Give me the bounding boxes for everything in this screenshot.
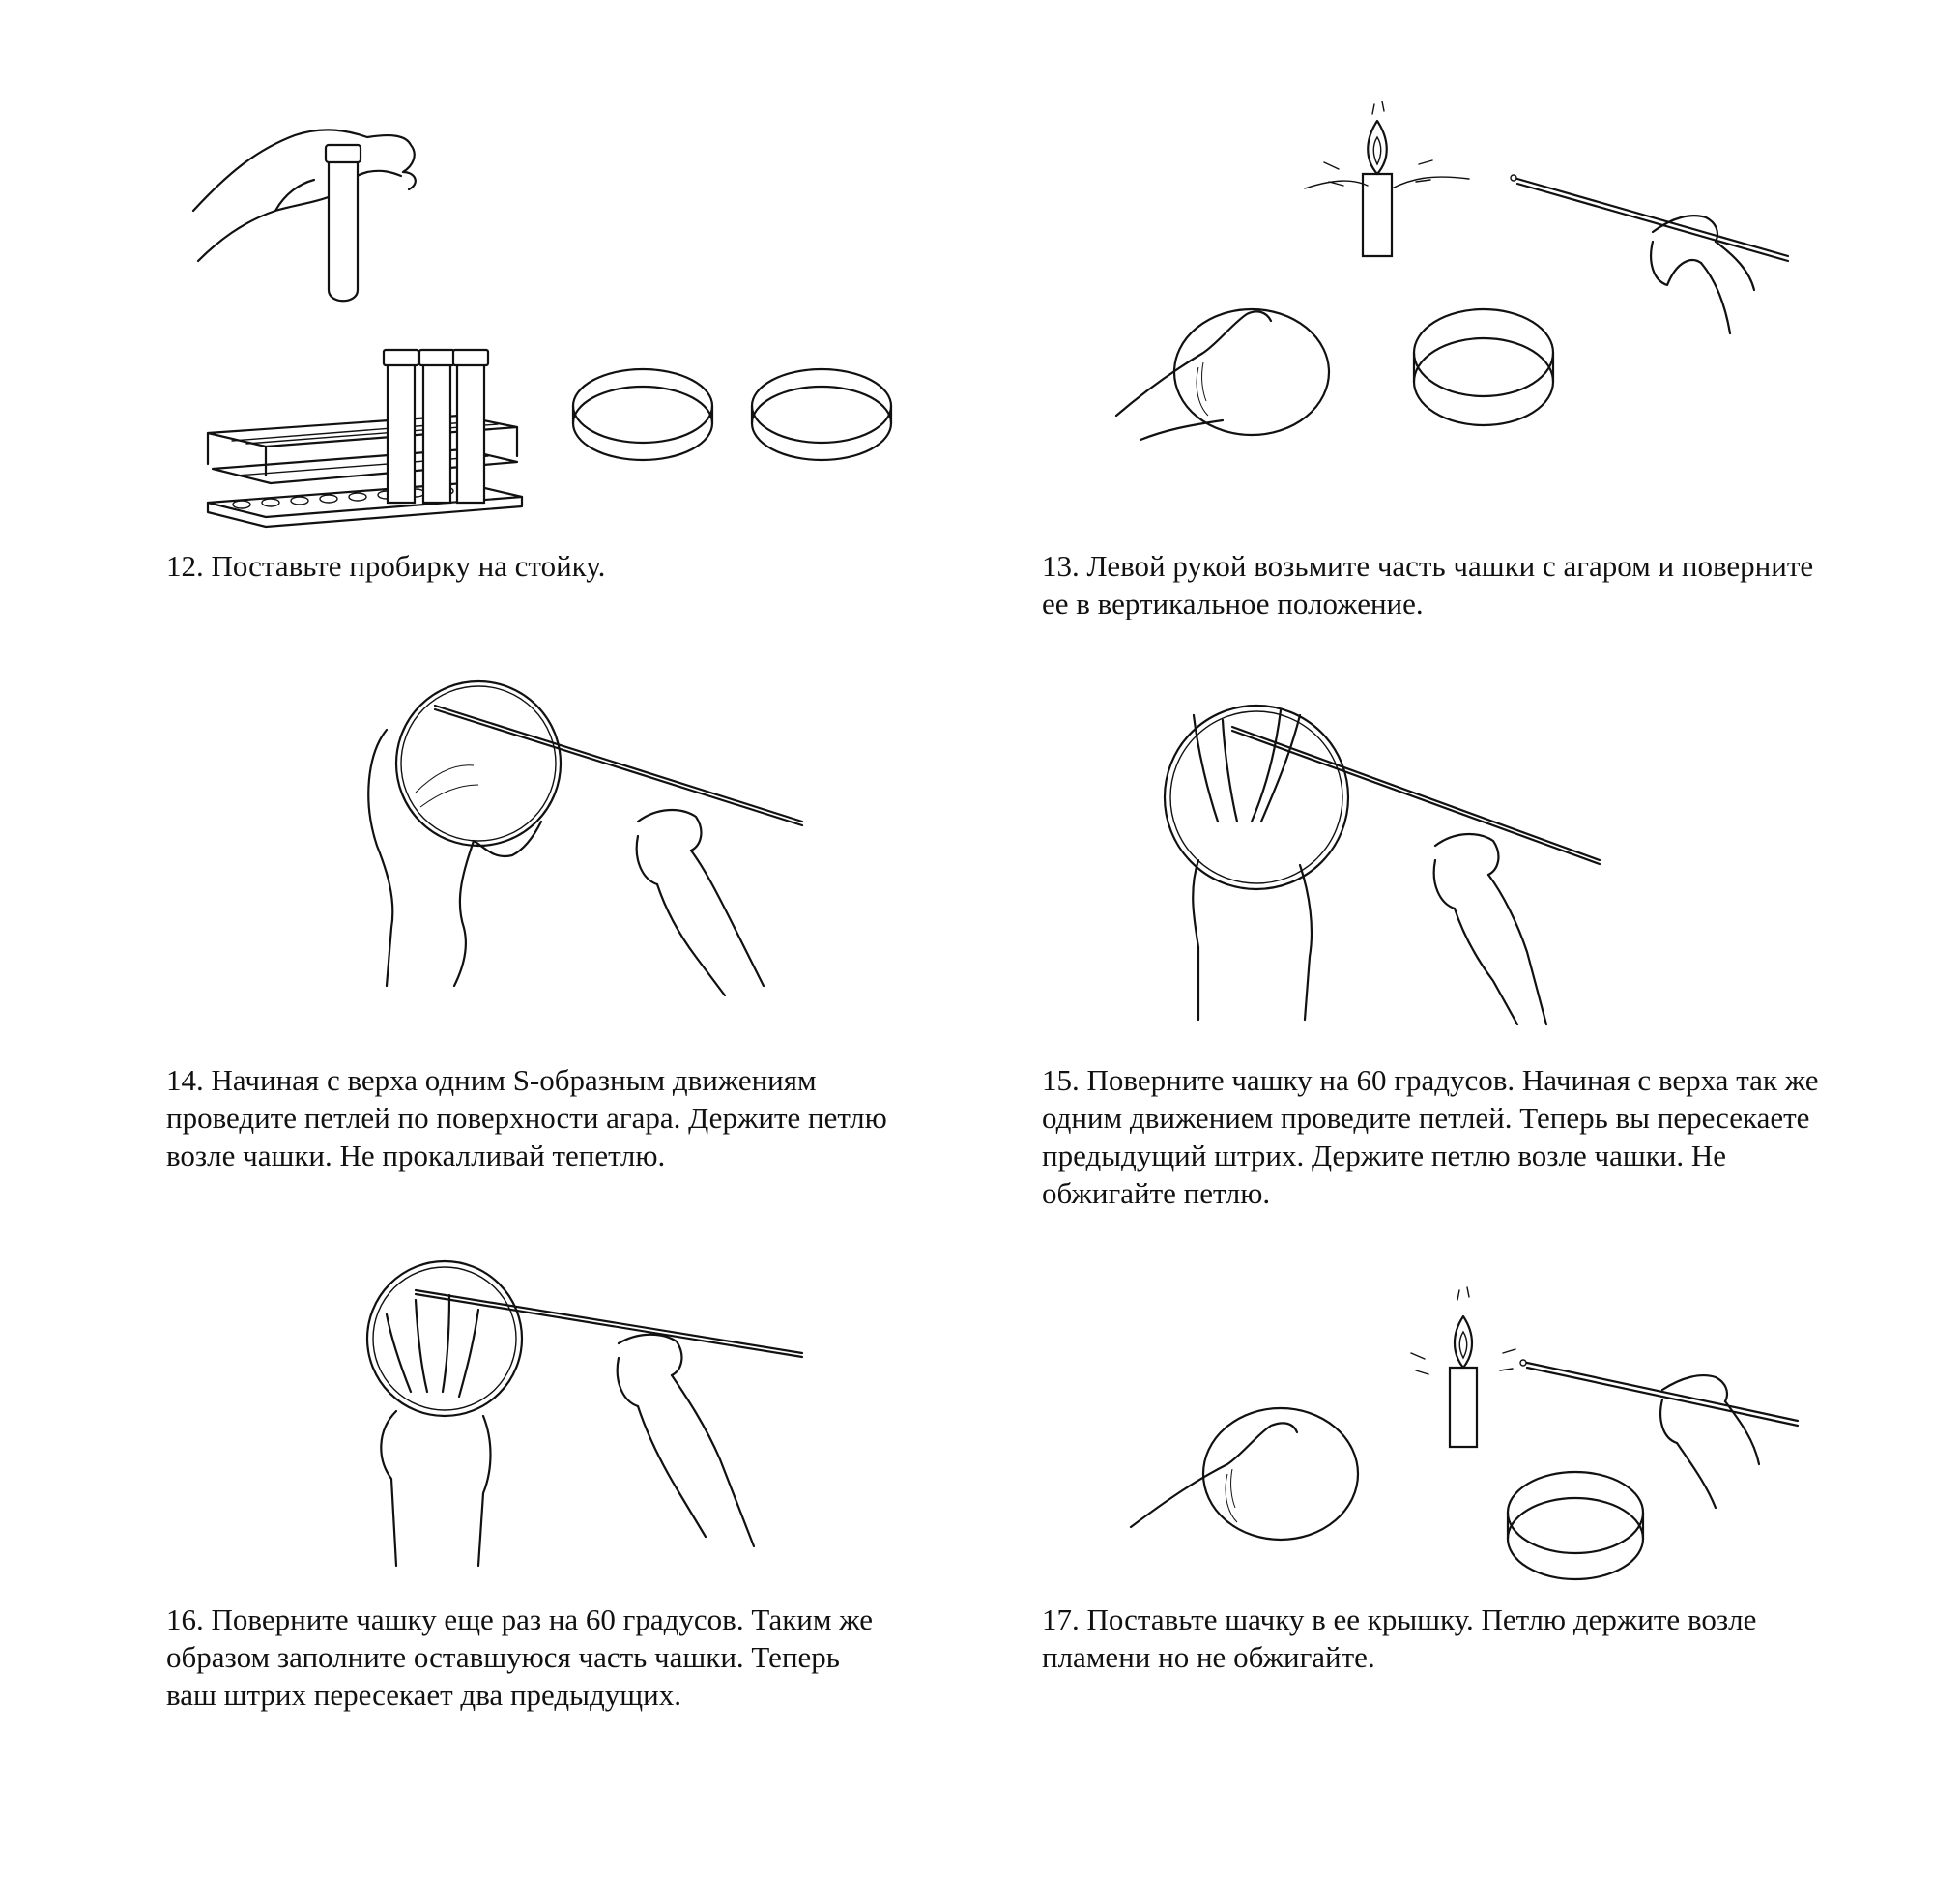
illustration-step-14 [348, 677, 831, 1005]
illustration-step-13 [1111, 97, 1807, 454]
illustration-step-16 [358, 1256, 812, 1575]
illustration-step-12 [188, 116, 923, 532]
step-16-caption: 16. Поверните чашку еще раз на 60 градусов. Таким же образом заполните оставшуюся часть чашки. Теперь ваш штрих пересекает два предыдущих. [166, 1602, 874, 1712]
flame-and-plate-drawing [1111, 97, 1807, 454]
step-12-caption: 12. Поставьте пробирку на стойку. [166, 549, 606, 583]
streaking-plate-second-rotation-drawing [358, 1256, 812, 1575]
test-tube-rack-drawing [188, 116, 923, 532]
illustration-step-15 [1155, 696, 1619, 1034]
step-17-caption: 17. Поставьте шачку в ее крышку. Петлю держите возле пламени но не обжигайте. [1042, 1602, 1757, 1674]
plate-into-lid-drawing [1121, 1276, 1817, 1595]
step-14-caption: 14. Начиная с верха одним S-образным движениям проведите петлей по поверхности агара. Держите петлю возле чашки. Не прокалливай тепетлю. [166, 1063, 887, 1172]
step-13-caption: 13. Левой рукой возьмите часть чашки с агаром и поверните ее в вертикальное положение. [1042, 549, 1814, 620]
streaking-plate-rotated-drawing [1155, 696, 1619, 1034]
streaking-plate-drawing [348, 677, 831, 1005]
illustration-step-17 [1121, 1276, 1817, 1595]
step-15-caption: 15. Поверните чашку на 60 градусов. Начиная с верха так же одним движением проведите петлей. Теперь вы пересекаете предыдущий штрих. Держите петлю возле чашки. Не обжигайте петлю. [1042, 1063, 1819, 1210]
